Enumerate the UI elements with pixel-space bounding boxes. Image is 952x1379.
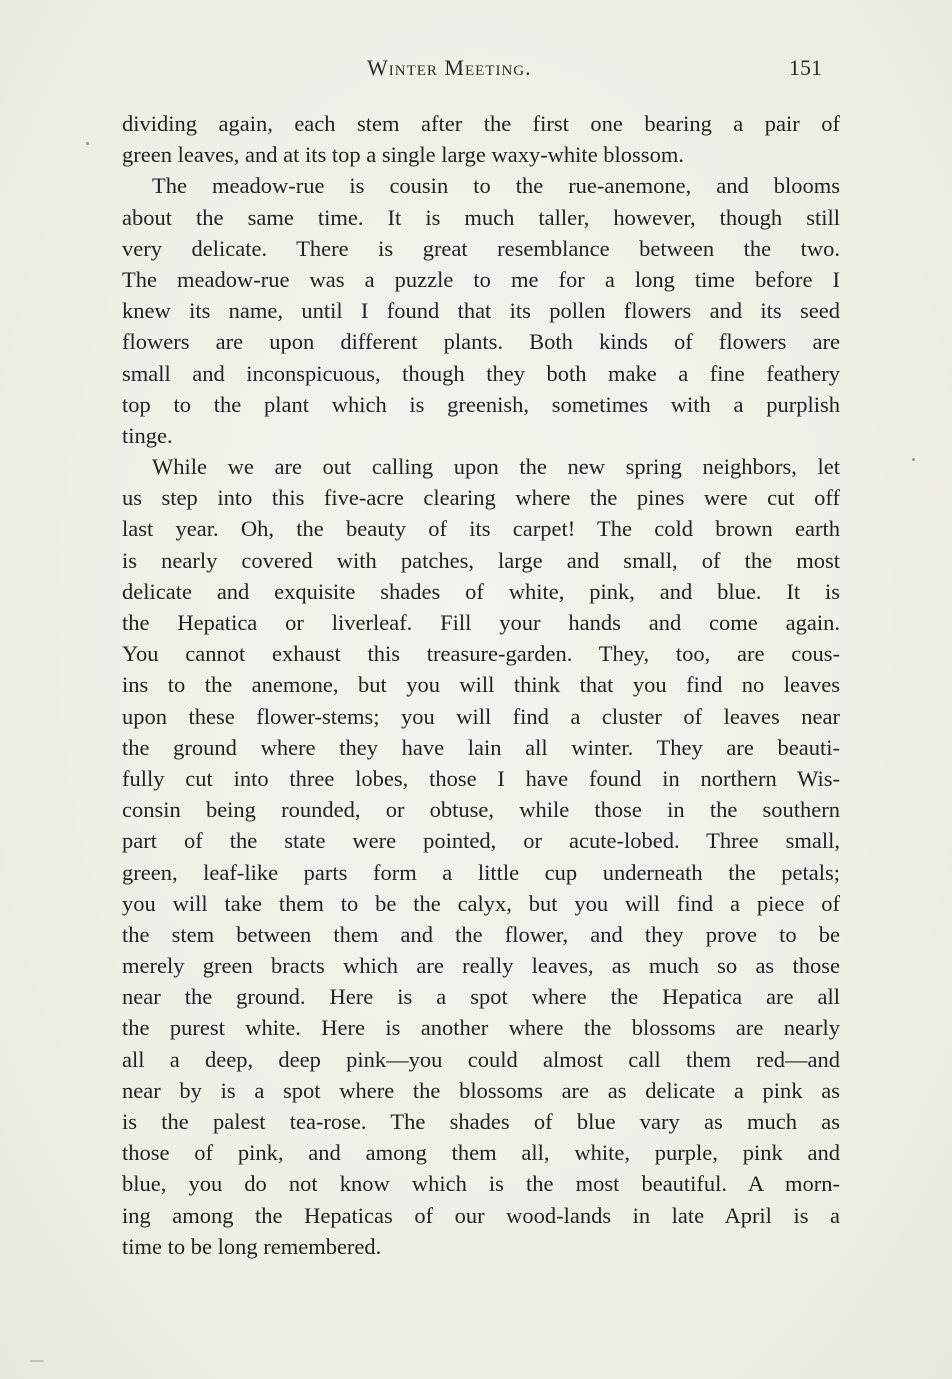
text-line: flowers are upon different plants. Both kinds of flowers are: [122, 329, 840, 355]
text-line: merely green bracts which are really leaves, as much so as those: [122, 953, 840, 979]
paper-speck: [86, 142, 89, 145]
paper-speck: [912, 458, 915, 461]
text-line: the purest white. Here is another where the blossoms are nearly: [122, 1015, 840, 1041]
text-line: part of the state were pointed, or acute-lobed. Three small,: [122, 828, 840, 854]
text-line: green leaves, and at its top a single large waxy-white blossom.: [122, 142, 684, 168]
page-header: [122, 55, 822, 85]
text-line: the stem between them and the flower, and they prove to be: [122, 921, 840, 947]
text-line: about the same time. It is much taller, however, though still: [122, 204, 840, 230]
text-line: blue, you do not know which is the most beautiful. A morn-: [122, 1171, 840, 1197]
text-line: the ground where they have lain all winter. They are beauti-: [122, 734, 840, 760]
text-line: near the ground. Here is a spot where the Hepatica are all: [122, 984, 840, 1010]
text-line: The meadow-rue is cousin to the rue-anemone, and blooms: [152, 173, 840, 199]
text-line: time to be long remembered.: [122, 1233, 382, 1259]
text-line: those of pink, and among them all, white, purple, pink and: [122, 1140, 840, 1166]
text-line: dividing again, each stem after the first one bearing a pair of: [122, 111, 840, 136]
paragraph: [122, 108, 840, 170]
body-text: [122, 108, 840, 1262]
text-line: fully cut into three lobes, those I have found in northern Wis-: [122, 765, 840, 791]
paper-speck: [30, 1360, 44, 1362]
text-line: us step into this five-acre clearing where the pines were cut off: [122, 485, 840, 511]
text-line: consin being rounded, or obtuse, while those in the southern: [122, 797, 840, 823]
text-line: knew its name, until I found that its pollen flowers and its seed: [122, 298, 840, 324]
running-head: Winter Meeting.: [367, 55, 532, 80]
text-line: the Hepatica or liverleaf. Fill your hands and come again.: [122, 610, 840, 635]
text-line: ins to the anemone, but you will think that you find no leaves: [122, 672, 840, 698]
text-line: near by is a spot where the blossoms are as delicate a pink as: [122, 1077, 840, 1103]
text-line: tinge.: [122, 422, 173, 448]
text-line: The meadow-rue was a puzzle to me for a long time before I: [122, 266, 840, 292]
text-line: is the palest tea-rose. The shades of blue vary as much as: [122, 1109, 840, 1134]
text-line: top to the plant which is greenish, sometimes with a purplish: [122, 391, 840, 417]
text-line: all a deep, deep pink—you could almost call them red—and: [122, 1046, 840, 1072]
text-line: last year. Oh, the beauty of its carpet! The cold brown earth: [122, 516, 840, 542]
text-line: very delicate. There is great resemblance between the two.: [122, 235, 840, 261]
text-line: is nearly covered with patches, large and small, of the most: [122, 547, 840, 573]
text-line: While we are out calling upon the new spring neighbors, let: [152, 454, 840, 480]
text-line: ing among the Hepaticas of our wood-lands in late April is a: [122, 1202, 840, 1228]
text-line: you will take them to be the calyx, but you will find a piece of: [122, 890, 840, 916]
text-line: You cannot exhaust this treasure-garden. They, too, are cous-: [122, 641, 840, 667]
text-line: small and inconspicuous, though they both make a fine feathery: [122, 360, 840, 386]
text-line: green, leaf-like parts form a little cup underneath the petals;: [122, 859, 840, 885]
paragraph: [122, 451, 840, 1262]
text-line: upon these flower-stems; you will find a cluster of leaves near: [122, 703, 840, 729]
text-line: delicate and exquisite shades of white, pink, and blue. It is: [122, 578, 840, 604]
paragraph: [122, 170, 840, 451]
page-number: 151: [789, 55, 822, 80]
